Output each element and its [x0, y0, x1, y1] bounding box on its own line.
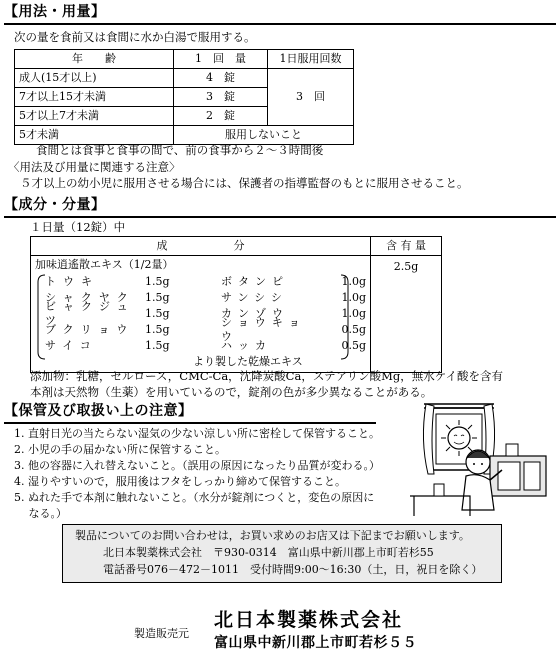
dosage-amount: 2 錠: [174, 107, 268, 126]
dosage-amount: 服用しないこと: [174, 126, 354, 145]
crude-drug-item: ハッカ 0.5g: [221, 338, 366, 352]
additives-text: 添加物：乳糖，セルロース，CMC-Ca，沈降炭酸Ca，ステアリン酸Mg，無水ケイ酸を含有: [30, 369, 503, 383]
dosage-row: [15, 69, 354, 88]
dosage-amount: 3 錠: [174, 88, 268, 107]
storage-item: 3. 他の容器に入れ替えないこと。（誤用の原因になったり品質が変わる。）: [14, 459, 380, 472]
dosage-table: [14, 49, 354, 145]
extract-amount: 2.5g: [371, 255, 442, 372]
left-bracket-icon: [35, 274, 47, 360]
composition-header-ingredient: 成 分: [31, 237, 371, 256]
storage-item: なる。）: [14, 507, 67, 520]
storage-item: 1. 直射日光の当たらない湿気の少ない涼しい所に密栓して保管すること。: [14, 427, 380, 440]
dosage-header-age: 年 齢: [15, 50, 174, 69]
right-bracket-icon: [339, 274, 351, 360]
composition-table: [30, 236, 442, 373]
crude-drug-list: [35, 274, 366, 369]
contact-intro: 製品についてのお問い合わせは，お買い求めのお店又は下記までお願いします。: [75, 529, 470, 542]
crude-drug-item: ブクリョウ 1.5g: [45, 322, 170, 336]
extract-name: 加味逍遙散エキス（1/2量）: [35, 257, 174, 271]
crude-drug-item: シャクヤク 1.5g: [45, 290, 170, 304]
crude-drug-item: サンシシ 1.0g: [221, 290, 366, 304]
storage-item: 5. ぬれた手で本剤に触れないこと。（水分が錠剤につくと，変色の原因に: [14, 491, 375, 504]
composition-daily: １日量（12錠）中: [30, 220, 126, 234]
crude-drug-column-left: [45, 274, 215, 354]
usage-note-heading: 〈用法及び用量に関連する注意〉: [8, 160, 181, 174]
dosage-age: 5才以上7才未満: [15, 107, 174, 126]
usage-heading: 【用法・用量】: [4, 4, 106, 20]
dosage-times: 3 回: [268, 69, 354, 126]
storage-heading: 【保管及び取扱い上の注意】: [4, 403, 193, 419]
crude-drug-item: トウキ 1.5g: [45, 274, 170, 288]
usage-note-interval: 食間とは食事と食事の間で、前の食事から２～３時間後: [36, 143, 324, 157]
storage-item: 2. 小児の手の届かない所に保管すること。: [14, 443, 226, 456]
composition-divider: [4, 216, 556, 218]
manufacturer-label: 製造販売元: [134, 627, 189, 640]
dosage-age: 5才未満: [15, 126, 174, 145]
crude-drug-item: ビャクジュツ 1.5g: [45, 299, 170, 327]
dosage-age: 成人(15才以上): [15, 69, 174, 88]
crude-drug-item: ショウキョウ 0.5g: [221, 315, 366, 343]
storage-list: [14, 427, 414, 523]
dosage-header-times: 1日服用回数: [268, 50, 354, 69]
composition-ingredients-cell: [31, 255, 371, 372]
crude-drug-item: カンゾウ 1.0g: [221, 306, 366, 320]
sunlight-window-illustration-icon: [390, 400, 552, 520]
contact-address: 北日本製薬株式会社 〒930-0314 富山県中新川郡上市町若杉55: [103, 546, 434, 559]
dosage-age: 7才以上15才未満: [15, 88, 174, 107]
crude-drug-item: サイコ 1.5g: [45, 338, 170, 352]
dosage-row: [15, 126, 354, 145]
manufacturer-name: 北日本製薬株式会社: [214, 609, 404, 631]
storage-item: 4. 湿りやすいので，服用後はフタをしっかり締めて保管すること。: [14, 475, 346, 488]
contact-phone: 電話番号076－472－1011 受付時間9:00～16:30（土，日，祝日を除く）: [103, 563, 483, 576]
crude-drug-item: ボタンピ 1.0g: [221, 274, 366, 288]
made-from-note: より製した乾燥エキス: [193, 354, 303, 368]
crude-drug-note: 本剤は天然物（生薬）を用いているので，錠剤の色が多少異なることがある。: [30, 385, 433, 399]
contact-box: [62, 524, 502, 583]
usage-divider: [4, 23, 556, 25]
usage-note-children: ５才以上の幼小児に服用させる場合には、保護者の指導監督のもとに服用させること。: [20, 176, 469, 190]
dosage-header-dose: 1 回 量: [174, 50, 268, 69]
usage-intro: 次の量を食前又は食間に水か白湯で服用する。: [14, 30, 256, 44]
storage-divider: [4, 422, 376, 424]
composition-header-amount: 含 有 量: [371, 237, 442, 256]
manufacturer-address: 富山県中新川郡上市町若杉５５: [214, 635, 417, 651]
composition-heading: 【成分・分量】: [4, 197, 106, 213]
dosage-amount: 4 錠: [174, 69, 268, 88]
dosage-header-row: [15, 50, 354, 69]
